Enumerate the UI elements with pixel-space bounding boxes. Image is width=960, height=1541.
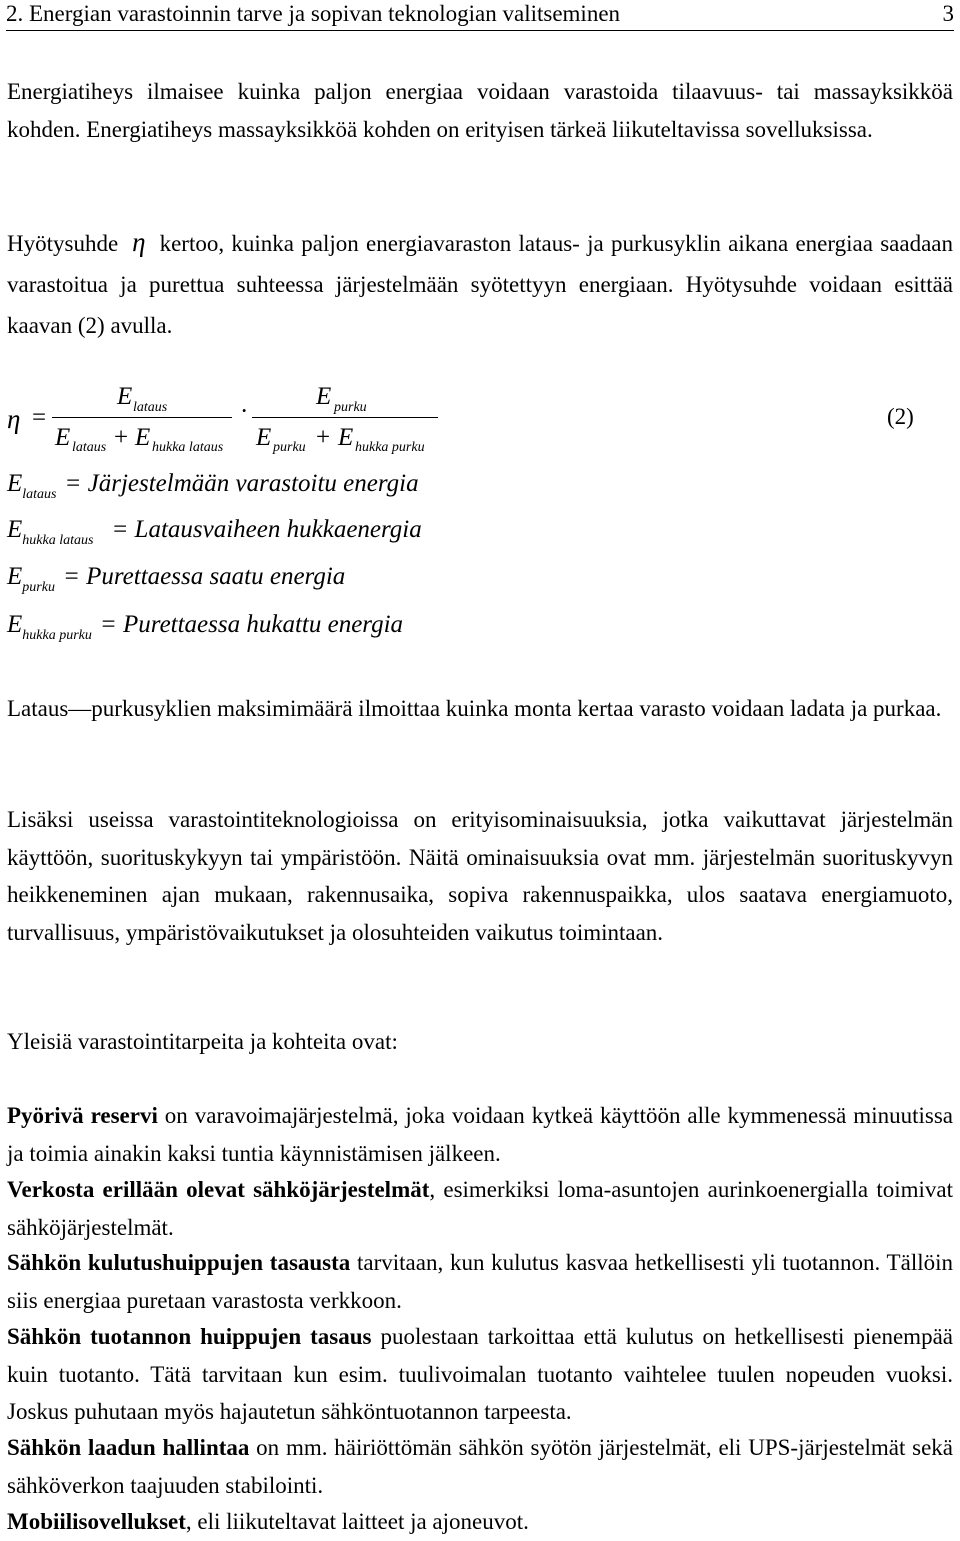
- paragraph-cycles: Lataus—purkusyklien maksimimäärä ilmoittaa kuinka monta kertaa varasto voidaan ladata ja purkaa.: [7, 696, 942, 721]
- definition-hukka-purku: $E_{hukka purku}$ = Purettaessa hukattu energia: [7, 611, 404, 643]
- paragraph-energy-density: Energiatiheys ilmaisee kuinka paljon energiaa voidaan varastoida tilaavuus- tai massayksikköä kohden. Energiatiheys massayksikköä kohden on erityisen tärkeä liikuteltavissa sovelluksissa.: [7, 79, 953, 142]
- frac1-den-E1: E: [55, 424, 71, 451]
- paragraph-special-features: Lisäksi useissa varastointiteknologioissa on erityisominaisuuksia, jotka vaikuttavat järjestelmän käyttöön, suorituskykyyn tai ympäristöön. Näitä ominaisuuksia ovat mm. järjestelmän suorituskyvyn heikkeneminen ajan mukaan, rakennusaika, sopiva rakennuspaikka, ulos saatava energiamuoto, turvallisuus, ympäristövaikutukset ja olosuhteiden vaikutus toimintaan.: [7, 807, 953, 945]
- list-item-off-grid: Verkosta erillään olevat sähköjärjestelmät, esimerkiksi loma-asuntojen aurinkoenergialla toimivat sähköjärjestelmät.: [7, 1177, 954, 1240]
- definition-hukka-lataus: $E_{hukka lataus}$ = Latausvaiheen hukkaenergia: [7, 516, 422, 548]
- frac1-num-E: E: [117, 383, 133, 410]
- list-item-power-quality: Sähkön laadun hallintaa on mm. häiriöttömän sähkön syötön järjestelmät, eli UPS-järjestelmät sekä sähköverkon taajuuden stabilointi.: [7, 1435, 953, 1498]
- frac1-den-sub1: lataus: [72, 440, 107, 455]
- list-item-production-peaks: Sähkön tuotannon huippujen tasaus puolestaan tarkoittaa että kulutus on hetkellisesti pienempää kuin tuotanto. Tätä tarvitaan kun esim. tuulivoimalan tuotanto vaihtelee tuulen nopeuden vuoksi. Joskus puhutaan myös hajautetun sähköntuotannon tarpeesta.: [7, 1324, 953, 1424]
- efficiency-word: Hyötysuhde: [7, 231, 119, 256]
- frac2-num-sub: purku: [334, 400, 367, 415]
- frac1-plus: +: [114, 424, 129, 451]
- frac2-den-E2: E: [338, 424, 354, 451]
- frac1-num-sub: lataus: [133, 400, 168, 415]
- formula-dot: ·: [240, 398, 249, 425]
- fraction-bar-2: [252, 417, 438, 418]
- frac2-den-sub2: hukka purku: [355, 440, 425, 455]
- definition-purku: $E_{purku}$ = Purettaessa saatu energia: [7, 563, 346, 595]
- frac2-plus: +: [316, 424, 331, 451]
- paragraph-efficiency: [7, 222, 953, 346]
- frac2-den-E1: E: [256, 424, 272, 451]
- eta-symbol: η: [132, 227, 146, 257]
- efficiency-rest: kertoo, kuinka paljon energiavaraston lataus- ja purkusyklin aikana energiaa saadaan varastoitua ja purettua suhteessa järjestelmään syötettyyn energiaan. Hyötysuhde voidaan esittää kaavan (2) avulla.: [7, 231, 953, 338]
- frac2-den-sub1: purku: [273, 440, 306, 455]
- list-item-mobile: Mobiilisovellukset, eli liikuteltavat laitteet ja ajoneuvot.: [7, 1509, 529, 1534]
- definition-lataus: $E_{lataus}$ = Järjestelmään varastoitu energia: [7, 470, 419, 502]
- efficiency-formula: [0, 380, 960, 470]
- paragraph-needs-intro: Yleisiä varastointitarpeita ja kohteita ovat:: [7, 1029, 398, 1054]
- frac1-den-sub2: hukka lataus: [152, 440, 224, 455]
- list-item-spinning-reserve: Pyörivä reservi on varavoimajärjestelmä, joka voidaan kytkeä käyttöön alle kymmenessä minuutissa ja toimia ainakin kaksi tuntia käynnistämisen jälkeen.: [7, 1103, 953, 1166]
- header-title: 2. Energian varastoinnin tarve ja sopivan teknologian valitseminen: [6, 1, 621, 26]
- page-number: 3: [942, 1, 954, 26]
- frac2-num-E: E: [316, 383, 332, 410]
- formula-number: (2): [887, 404, 914, 429]
- frac1-den-E2: E: [135, 424, 151, 451]
- fraction-bar-1: [52, 417, 232, 418]
- formula-eta: η: [7, 404, 21, 434]
- formula-equals: =: [32, 404, 47, 431]
- page-header: [6, 0, 954, 31]
- list-item-peak-shaving: Sähkön kulutushuippujen tasausta tarvitaan, kun kulutus kasvaa hetkellisesti yli tuotannon. Tällöin siis energiaa puretaan varastosta verkkoon.: [7, 1250, 953, 1313]
